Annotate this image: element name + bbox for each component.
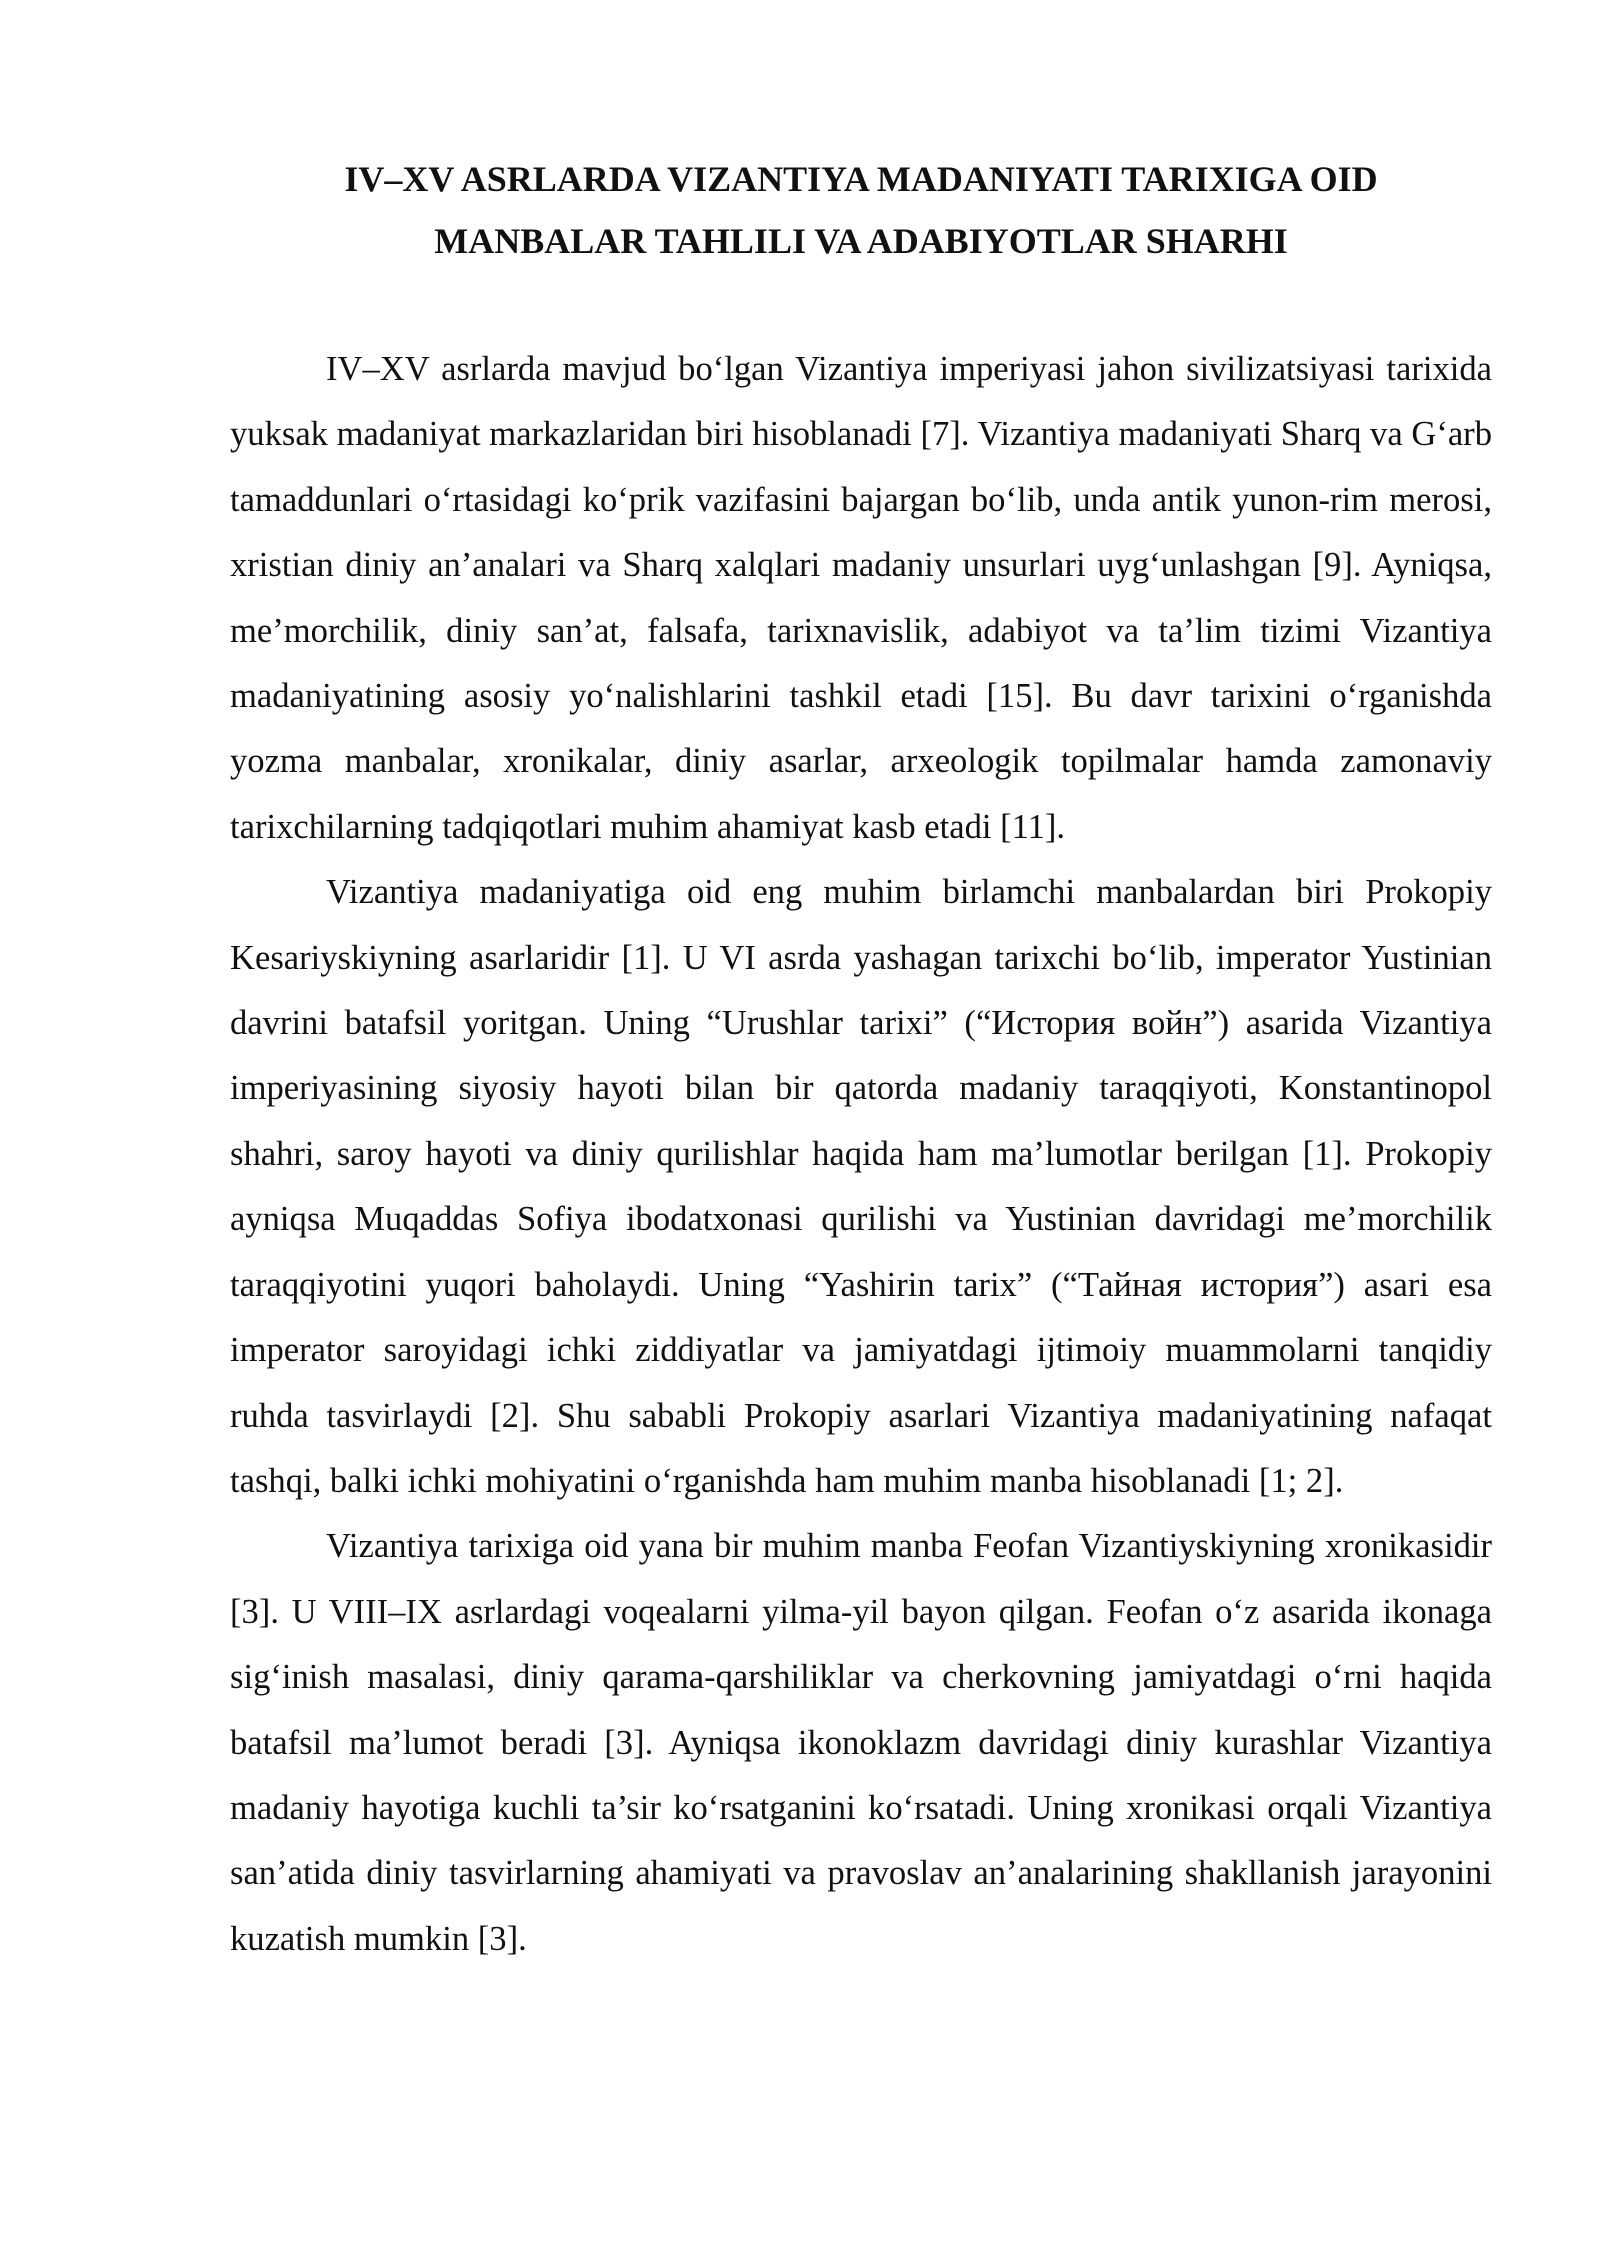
- paragraph-2: Vizantiya madaniyatiga oid eng muhim birlamchi manbalardan biri Prokopiy Kesariyskiyning asarlaridir [1]. U VI asrda yashagan tarixchi bo‘lib, imperator Yustinian davrini batafsil yoritgan. Uning “Urushlar tarixi” (“История войн”) asarida Vizantiya imperiyasining siyosiy hayoti bilan bir qatorda madaniy taraqqiyoti, Konstantinopol shahri, saroy hayoti va diniy qurilishlar haqida ham ma’lumotlar berilgan [1]. Prokopiy ayniqsa Muqaddas Sofiya ibodatxonasi qurilishi va Yustinian davridagi me’morchilik taraqqiyotini yuqori baholaydi. Uning “Yashirin tarix” (“Тайная история”) asari esa imperator saroyidagi ichki ziddiyatlar va jamiyatdagi ijtimoiy muammolarni tanqidiy ruhda tasvirlaydi [2]. Shu sababli Prokopiy asarlari Vizantiya madaniyatining nafaqat tashqi, balki ichki mohiyatini o‘rganishda ham muhim manba hisoblanadi [1; 2].: [230, 873, 1492, 1500]
- paragraph-3: Vizantiya tarixiga oid yana bir muhim manba Feofan Vizantiyskiyning xronikasidir [3]. U VIII–IX asrlardagi voqealarni yilma-yil bayon qilgan. Feofan o‘z asarida ikonaga sig‘inish masalasi, diniy qarama-qarshiliklar va cherkovning jamiyatdagi o‘rni haqida batafsil ma’lumot beradi [3]. Ayniqsa ikonoklazm davridagi diniy kurashlar Vizantiya madaniy hayotiga kuchli ta’sir ko‘rsatganini ko‘rsatadi. Uning xronikasi orqali Vizantiya san’atida diniy tasvirlarning ahamiyati va pravoslav an’analarining shakllanish jarayonini kuzatish mumkin [3].: [230, 1527, 1492, 1958]
- title-line-1: IV–XV ASRLARDA VIZANTIYA MADANIYATI TARIXIGA OID: [344, 159, 1378, 199]
- paragraph-1: IV–XV asrlarda mavjud bo‘lgan Vizantiya imperiyasi jahon sivilizatsiyasi tarixida yuksak madaniyat markazlaridan biri hisoblanadi [7]. Vizantiya madaniyati Sharq va G‘arb tamaddunlari o‘rtasidagi ko‘prik vazifasini bajargan bo‘lib, unda antik yunon-rim merosi, xristian diniy an’analari va Sharq xalqlari madaniy unsurlari uyg‘unlashgan [9]. Ayniqsa, me’morchilik, diniy san’at, falsafa, tarixnavislik, adabiyot va ta’lim tizimi Vizantiya madaniyatining asosiy yo‘nalishlarini tashkil etadi [15]. Bu davr tarixini o‘rganishda yozma manbalar, xronikalar, diniy asarlar, arxeologik topilmalar hamda zamonaviy tarixchilarning tadqiqotlari muhim ahamiyat kasb etadi [11].: [230, 350, 1492, 846]
- title-line-2: MANBALAR TAHLILI VA ADABIYOTLAR SHARHI: [434, 221, 1288, 261]
- document-title: [230, 148, 1492, 272]
- document-body: [230, 337, 1492, 1972]
